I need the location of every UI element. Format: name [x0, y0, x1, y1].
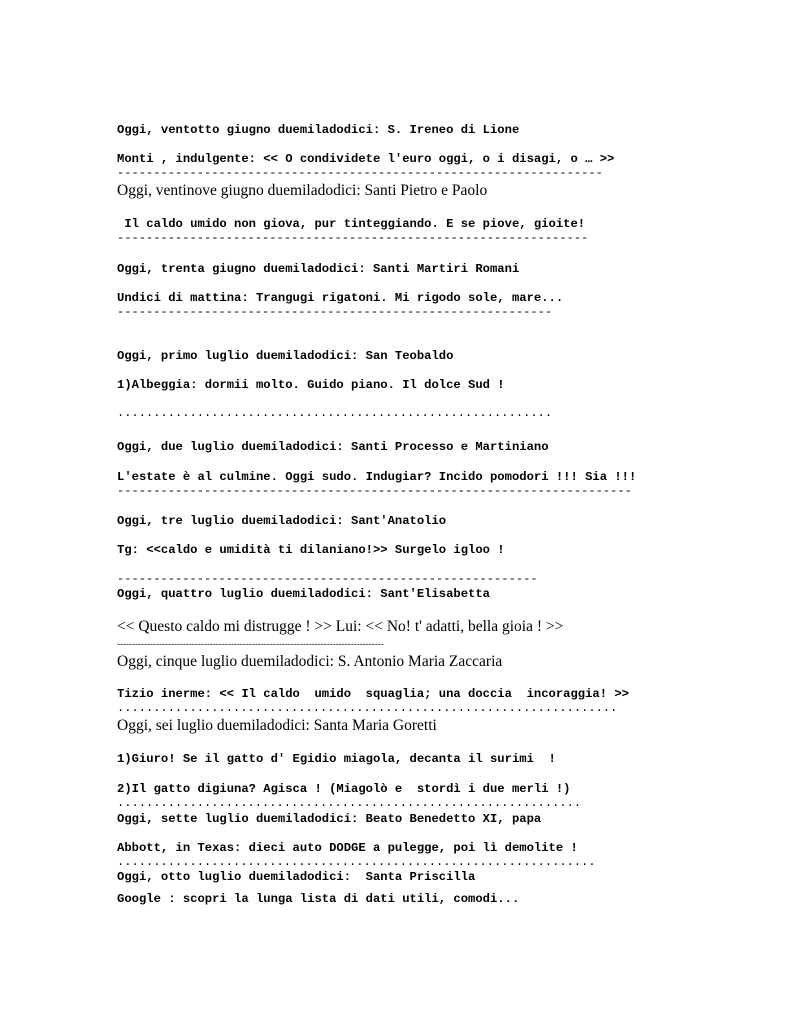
entry-heading: Oggi, sei luglio duemiladodici: Santa Maria Goretti — [117, 717, 437, 734]
entry-text: Tizio inerme: << Il caldo umido squaglia; una doccia incoraggia! >> — [117, 687, 629, 701]
entry-text: Abbott, in Texas: dieci auto DODGE a pulegge, poi lì demolite ! — [117, 841, 578, 855]
entry-heading: Oggi, sette luglio duemiladodici: Beato Benedetto XI, papa — [117, 812, 542, 826]
separator: ----------------------------------------------------------------------------------------- — [117, 639, 384, 649]
separator: ............................................................ — [117, 406, 553, 420]
separator: ................................................................ — [117, 796, 582, 810]
separator: ---------------------------------------------------------- — [117, 572, 538, 586]
entry-text: Tg: <<caldo e umidità ti dilaniano!>> Surgelo igloo ! — [117, 543, 505, 557]
entry-heading: Oggi, primo luglio duemiladodici: San Teobaldo — [117, 349, 454, 363]
entry-heading: Oggi, due luglio duemiladodici: Santi Processo e Martiniano — [117, 440, 549, 454]
separator: ..................................................................... — [117, 701, 618, 715]
entry-text: 1)Albeggia: dormii molto. Guido piano. Il dolce Sud ! — [117, 378, 505, 392]
entry-text: << Questo caldo mi distrugge ! >> Lui: << No! t' adatti, bella gioia ! >> — [117, 618, 564, 635]
entry-text: Il caldo umido non giova, pur tinteggiando. E se piove, gioite! — [117, 217, 586, 231]
entry-heading: Oggi, ventotto giugno duemiladodici: S. Ireneo di Lione — [117, 123, 520, 137]
entry-text: Undici di mattina: Trangugi rigatoni. Mi rigodo sole, mare... — [117, 291, 564, 305]
separator: ----------------------------------------------------------------- — [117, 231, 589, 245]
entry-heading: Oggi, ventinove giugno duemiladodici: Santi Pietro e Paolo — [117, 182, 488, 199]
entry-text: L'estate è al culmine. Oggi sudo. Indugiar? Incido pomodori !!! Sia !!! — [117, 470, 637, 484]
entry-heading: Oggi, otto luglio duemiladodici: Santa Priscilla — [117, 870, 476, 884]
entry-text: 2)Il gatto digiuna? Agisca ! (Miagolò e stordì i due merli !) — [117, 782, 571, 796]
entry-heading: Oggi, tre luglio duemiladodici: Sant'Anatolio — [117, 514, 447, 528]
entry-heading: Oggi, cinque luglio duemiladodici: S. Antonio Maria Zaccaria — [117, 653, 503, 670]
entry-heading: Oggi, trenta giugno duemiladodici: Santi Martiri Romani — [117, 262, 520, 276]
entry-heading: Oggi, quattro luglio duemiladodici: Sant'Elisabetta — [117, 587, 490, 601]
entry-text: Monti , indulgente: << O condividete l'euro oggi, o i disagi, o … >> — [117, 152, 615, 166]
entry-text: 1)Giuro! Se il gatto d' Egidio miagola, decanta il surimi ! — [117, 752, 556, 766]
separator: .................................................................. — [117, 855, 596, 869]
separator: ------------------------------------------------------------------- — [117, 166, 603, 180]
entry-text: Google : scopri la lunga lista di dati utili, comodi... — [117, 892, 520, 906]
separator: ----------------------------------------------------------------------- — [117, 484, 632, 498]
separator: ------------------------------------------------------------ — [117, 305, 553, 319]
